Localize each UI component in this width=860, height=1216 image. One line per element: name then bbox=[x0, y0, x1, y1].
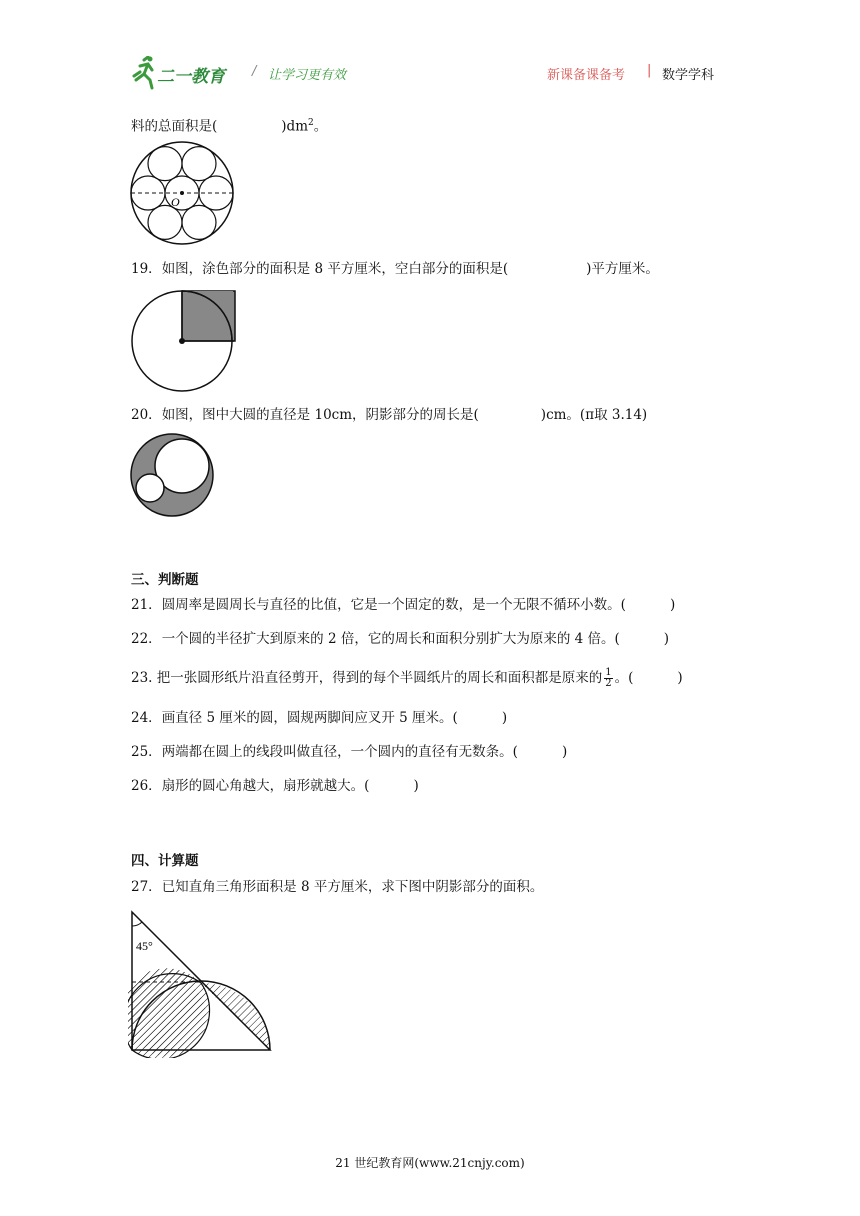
header-separator: | bbox=[647, 63, 652, 78]
fraction-half: $\frac{1}{2}$ bbox=[605, 667, 612, 689]
q20-text: 20．如图，图中大圆的直径是 10cm，阴影部分的周长是( )cm。(π取 3.14) bbox=[131, 407, 648, 423]
header-subject: 数学学科 bbox=[662, 68, 715, 83]
circles-shaded-figure bbox=[128, 432, 220, 518]
q19-text: 19．如图，涂色部分的面积是 8 平方厘米，空白部分的面积是( )平方厘米。 bbox=[131, 261, 659, 277]
section-4-title: 四、计算题 bbox=[131, 853, 199, 869]
center-label: O bbox=[171, 195, 180, 209]
quarter-square-figure bbox=[128, 287, 240, 395]
page-footer: 21 世纪教育网(www.21cnjy.com) bbox=[335, 1156, 525, 1170]
header-slogan: 让学习更有效 bbox=[268, 68, 347, 83]
q25-item: 25．两端都在圆上的线段叫做直径，一个圆内的直径有无数条。( ) bbox=[131, 744, 568, 760]
q22-item: 22．一个圆的半径扩大到原来的 2 倍，它的周长和面积分别扩大为原来的 4 倍。( ) bbox=[131, 631, 670, 647]
logo-text: 二一教育 bbox=[157, 67, 225, 87]
section-3-title: 三、判断题 bbox=[131, 572, 199, 588]
q24-item: 24．画直径 5 厘米的圆，圆规两脚间应叉开 5 厘米。( ) bbox=[131, 710, 508, 726]
header-slash: / bbox=[252, 64, 257, 79]
q26-item: 26．扇形的圆心角越大，扇形就越大。( ) bbox=[131, 778, 419, 794]
q18-tail-text: 料的总面积是( )$dm^2$。 bbox=[131, 118, 328, 135]
q27-text: 27．已知直角三角形面积是 8 平方厘米，求下图中阴影部分的面积。 bbox=[131, 879, 544, 895]
triangle-semicircle-figure bbox=[128, 908, 276, 1058]
q23-item: 23. 把一张圆形纸片沿直径剪开，得到的每个半圆纸片的周长和面积都是原来的 $\frac{1}{2}$ 。( ) bbox=[131, 667, 683, 689]
q18-superscript: 2 bbox=[308, 118, 314, 128]
q21-item: 21．圆周率是圆周长与直径的比值，它是一个固定的数，是一个无限不循环小数。( ) bbox=[131, 597, 676, 613]
q18-text-after: )dm bbox=[281, 118, 308, 135]
q18-text-before: 料的总面积是( bbox=[131, 118, 218, 135]
header-course-label: 新课备课备考 bbox=[547, 68, 626, 83]
runner-logo-icon bbox=[130, 56, 158, 90]
angle-label: 45° bbox=[136, 939, 153, 953]
seven-circles-figure bbox=[128, 139, 238, 247]
